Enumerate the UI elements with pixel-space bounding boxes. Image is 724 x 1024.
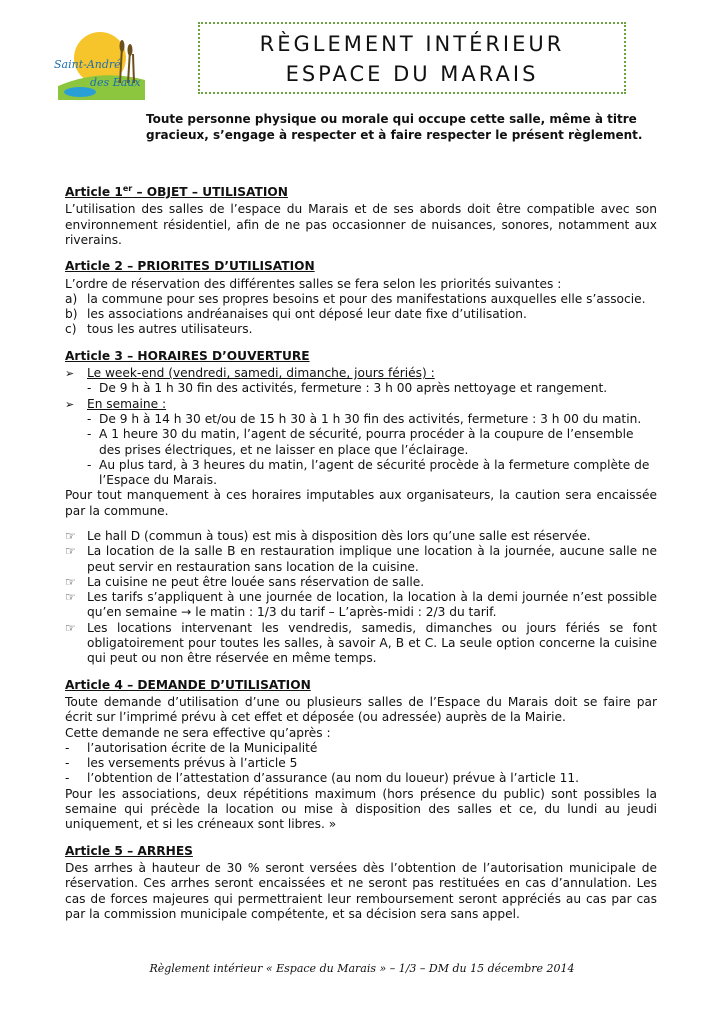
svg-text:des Eaux: des Eaux	[90, 76, 141, 89]
article-4-text-1: Toute demande d’utilisation d’une ou plusieurs salles de l’Espace du Marais doit se faire par écrit sur l’imprimé prévu à cet effet et déposée (ou adressée) auprès de la Mairie.	[65, 694, 657, 725]
list-item: - Au plus tard, à 3 heures du matin, l’agent de sécurité procède à la fermeture complète de l’Espace du Marais.	[87, 457, 650, 488]
logo	[50, 28, 150, 108]
article-1-text: L’utilisation des salles de l’espace du Marais et de ses abords doit être compatible avec son environnement résidentiel, afin de ne pas occasionner de nuisances, sonores, notamment aux riverains.	[65, 202, 657, 247]
title-line-1: RÈGLEMENT INTÉRIEUR	[259, 32, 565, 56]
list-item: - l’obtention de l’attestation d’assurance (au nom du loueur) prévue à l’article 11.	[65, 771, 580, 786]
arrowhead-bullet-icon: ➢	[65, 367, 75, 381]
article-2-title: Article 2 – PRIORITES D’UTILISATION	[65, 259, 315, 274]
list-item: b) les associations andréanaises qui ont déposé leur date fixe d’utilisation.	[65, 307, 527, 322]
pointing-hand-icon: ☞	[65, 590, 76, 605]
list-item: - De 9 h à 1 h 30 fin des activités, fermeture : 3 h 00 après nettoyage et rangement.	[87, 381, 608, 396]
article-4	[65, 678, 657, 833]
page-footer: Règlement intérieur « Espace du Marais » – 1/3 – DM du 15 décembre 2014	[149, 962, 575, 975]
list-item: - les versements prévus à l’article 5	[65, 756, 298, 771]
article-3-caution: Pour tout manquement à ces horaires imputables aux organisateurs, la caution sera encaissée par la commune.	[65, 488, 657, 518]
arrowhead-bullet-icon: ➢	[65, 397, 75, 411]
list-item: - A 1 heure 30 du matin, l’agent de sécurité, pourra procéder à la coupure de l’ensemble des prises électriques, et ne laisser en place que l’éclairage.	[87, 427, 634, 457]
pointing-hand-icon: ☞	[65, 529, 76, 543]
title-box	[198, 22, 626, 94]
article-2	[65, 259, 657, 337]
article-3	[65, 349, 657, 667]
article-4-text-3: Pour les associations, deux répétitions maximum (hors présence du public) sont possibles la semaine qui précède la location ou mise à disposition des salles et ce, du lundi au jeudi uniquement, et si les créneaux sont libres. »	[65, 786, 657, 832]
document-body	[65, 181, 657, 933]
article-4-text-2: Cette demande ne sera effective qu’après :	[65, 725, 331, 740]
svg-text:Saint-André: Saint-André	[54, 58, 121, 71]
pointing-hand-icon: ☞	[65, 544, 76, 559]
week-heading: ➢ En semaine :	[65, 396, 167, 411]
article-2-intro: L’ordre de réservation des différentes salles se fera selon les priorités suivantes :	[65, 276, 562, 291]
article-5-title: Article 5 – ARRHES	[65, 843, 193, 858]
title-line-2: ESPACE DU MARAIS	[285, 62, 539, 86]
article-1-title: Article 1er – OBJET – UTILISATION	[65, 184, 288, 200]
note-item: ☞ La cuisine ne peut être louée sans réservation de salle.	[65, 574, 425, 589]
article-5-text: Des arrhes à hauteur de 30 % seront versées dès l’obtention de l’autorisation municipale de réservation. Ces arrhes seront encaissées et ne seront pas restituées en cas d’annulation. Les cas de forces majeures qui permettraient leur remboursement seront appréciés au cas par cas par la commission municipale compétente, et sa décision sera sans appel.	[65, 860, 657, 921]
note-item: ☞ La location de la salle B en restauration implique une location à la journée, aucune salle ne peut servir en restauration sans location de la cuisine.	[65, 544, 657, 574]
article-1	[65, 181, 657, 248]
article-5	[65, 844, 657, 922]
list-item: c) tous les autres utilisateurs.	[65, 322, 253, 337]
note-item: ☞ Les locations intervenant les vendredis, samedis, dimanches ou jours fériés se font obligatoirement pour toutes les salles, à savoir A, B et C. La seule option concerne la cuisine qui peut ou non être réservée en même temps.	[65, 620, 657, 666]
article-3-title: Article 3 – HORAIRES D’OUVERTURE	[65, 348, 310, 363]
weekend-heading: ➢ Le week-end (vendredi, samedi, dimanche, jours fériés) :	[65, 366, 435, 381]
note-item: ☞ Les tarifs s’appliquent à une journée de location, la location à la demi journée n’est possible qu’en semaine → le matin : 1/3 du tarif – L’après-midi : 2/3 du tarif.	[65, 590, 657, 620]
note-item: ☞ Le hall D (commun à tous) est mis à disposition dès lors qu’une salle est réservée.	[65, 529, 591, 543]
intro-text: Toute personne physique ou morale qui occupe cette salle, même à titre gracieux, s’engage à respecter et à faire respecter le présent règlement.	[146, 112, 643, 142]
logo-image	[50, 28, 150, 108]
pointing-hand-icon: ☞	[65, 620, 76, 635]
pointing-hand-icon: ☞	[65, 574, 76, 589]
list-item: a) la commune pour ses propres besoins et pour des manifestations auxquelles elle s’associe.	[65, 291, 646, 306]
list-item: - l’autorisation écrite de la Municipalité	[65, 740, 318, 755]
article-4-title: Article 4 – DEMANDE D’UTILISATION	[65, 677, 311, 692]
list-item: - De 9 h à 14 h 30 et/ou de 15 h 30 à 1 h 30 fin des activités, fermeture : 3 h 00 du matin.	[87, 411, 642, 426]
